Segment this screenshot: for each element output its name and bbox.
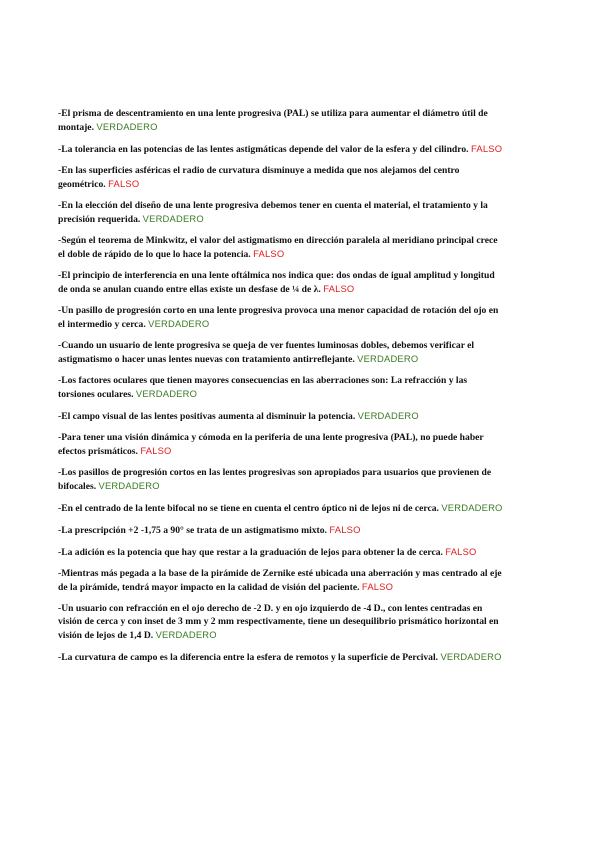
statement-item (58, 523, 506, 537)
verdict-label: VERDADERO (357, 410, 419, 421)
verdict-label: VERDADERO (98, 480, 160, 491)
statement-text: -Los factores oculares que tienen mayores consecuencias en las aberraciones son: La refracción y las torsiones oculares. (58, 375, 468, 400)
verdict-label: VERDADERO (440, 651, 502, 662)
statement-list (58, 107, 506, 672)
statement-text: -Para tener una visión dinámica y cómoda en la periferia de una lente progresiva (PAL), no puede haber efectos prismáticos. (58, 432, 484, 457)
statement-text: -Un usuario con refracción en el ojo derecho de -2 D. y en ojo izquierdo de -4 D., con lentes centradas en visión de cerca y con inset de 3 mm y 2 mm respectivamente, tiene un desequilibrio prismático horizontal en visión de lejos de 1,4 D. (58, 603, 499, 641)
statement-text: -En la elección del diseño de una lente progresiva debemos tener en cuenta el material, el tratamiento y la precisión requerida. (58, 200, 488, 225)
statement-text: -Un pasillo de progresión corto en una lente progresiva provoca una menor capacidad de rotación del ojo en el intermedio y cerca. (58, 305, 499, 330)
statement-text: -Según el teorema de Minkwitz, el valor del astigmatismo en dirección paralela al meridiano principal crece el doble de rápido de lo que lo hace la potencia. (58, 235, 498, 260)
statement-text: -Cuando un usuario de lente progresiva se queja de ver fuentes luminosas dobles, debemos verificar el astigmatismo o hacer unas lentes nuevas con tratamiento antirreflejante. (58, 340, 475, 365)
verdict-label: FALSO (140, 445, 172, 456)
verdict-label: VERDADERO (148, 318, 210, 329)
verdict-label: VERDADERO (96, 121, 158, 132)
verdict-label: FALSO (329, 524, 361, 535)
statement-text: -La curvatura de campo es la diferencia entre la esfera de remotos y la superficie de Percival. (58, 652, 439, 663)
verdict-label: FALSO (470, 143, 503, 154)
statement-item (58, 269, 506, 296)
verdict-label: VERDADERO (155, 629, 217, 640)
statement-item (58, 199, 506, 226)
statement-item (58, 107, 506, 134)
verdict-label: VERDADERO (142, 213, 204, 224)
verdict-label: FALSO (445, 546, 477, 557)
verdict-label: FALSO (253, 248, 285, 259)
statement-text: -En las superficies asféricas el radio de curvatura disminuye a medida que nos alejamos del centro geométrico. (58, 165, 460, 190)
statement-text: -El prisma de descentramiento en una lente progresiva (PAL) se utiliza para aumentar el diámetro útil de montaje. (58, 108, 488, 133)
statement-text: -La prescripción +2 -1,75 a 90° se trata de un astigmatismo mixto. (58, 525, 327, 536)
statement-item (58, 304, 506, 331)
statement-item (58, 409, 506, 423)
statement-item (58, 142, 506, 156)
statement-item (58, 164, 506, 191)
statement-item (58, 545, 506, 559)
statement-text: -El campo visual de las lentes positivas aumenta al disminuir la potencia. (58, 411, 356, 422)
verdict-label: VERDADERO (357, 353, 419, 364)
statement-item (58, 339, 506, 366)
statement-text: -El principio de interferencia en una lente oftálmica nos indica que: dos ondas de igual amplitud y longitud de onda se anulan cuando entre ellas existe un desfase de ¼ de λ. (58, 270, 495, 295)
statement-item (58, 234, 506, 261)
statement-item (58, 466, 506, 493)
verdict-label: VERDADERO (135, 388, 198, 399)
verdict-label: VERDADERO (441, 502, 503, 513)
statement-text: -En el centrado de la lente bifocal no se tiene en cuenta el centro óptico ni de lejos ni de cerca. (58, 503, 439, 514)
statement-item (58, 602, 506, 642)
statement-text: -Mientras más pegada a la base de la pirámide de Zernike esté ubicada una aberración y mas centrado al eje de la pirámide, tendrá mayor impacto en la calidad de visión del paciente. (58, 568, 502, 593)
statement-item (58, 501, 506, 515)
statement-item (58, 567, 506, 594)
verdict-label: FALSO (361, 581, 394, 592)
statement-item (58, 650, 506, 664)
statement-item (58, 374, 506, 401)
statement-text: -Los pasillos de progresión cortos en las lentes progresivas son apropiados para usuarios que provienen de bifocales. (58, 467, 492, 492)
statement-text: -La tolerancia en las potencias de las lentes astigmáticas depende del valor de la esfera y del cilindro. (58, 144, 469, 155)
statement-item (58, 431, 506, 458)
verdict-label: FALSO (323, 283, 355, 294)
statement-text: -La adición es la potencia que hay que restar a la graduación de lejos para obtener la de cerca. (58, 547, 443, 558)
verdict-label: FALSO (108, 178, 140, 189)
